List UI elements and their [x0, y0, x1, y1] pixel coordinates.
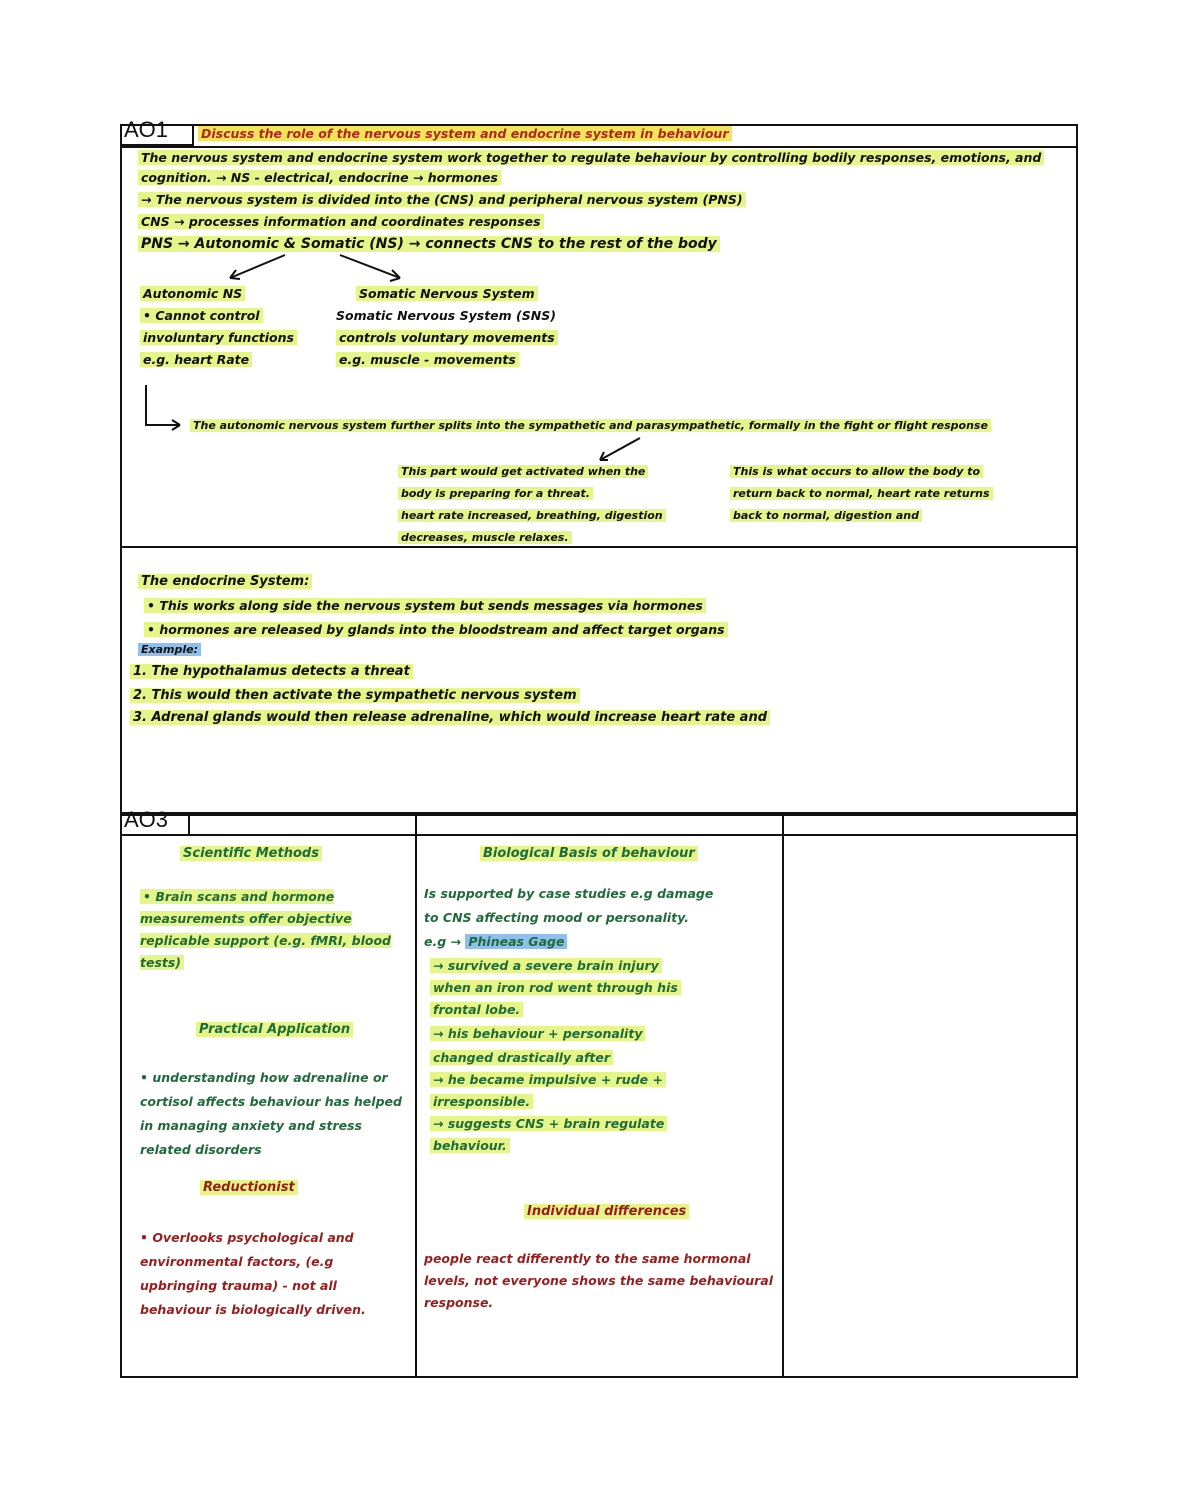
practical-title [196, 1022, 353, 1038]
endocrine-title-text: The endocrine System: [138, 574, 312, 589]
sym-l2 [398, 486, 593, 502]
biological-l4 [430, 958, 662, 974]
endocrine-b2 [144, 622, 728, 638]
biological-l3 [424, 934, 567, 950]
sym-l3-text: heart rate increased, breathing, digestion [398, 509, 666, 522]
para-l3 [730, 508, 922, 524]
reductionist-title-text: Reductionist [200, 1180, 298, 1195]
scientific-title-text: Scientific Methods [180, 846, 322, 861]
biological-l8-text: changed drastically after [430, 1050, 613, 1065]
ao1-split-text: → The nervous system is divided into the (CNS) and peripheral nervous system (PNS) [138, 192, 746, 207]
somatic-l1 [336, 308, 556, 324]
autonomic-l2-text: involuntary functions [140, 330, 297, 345]
somatic-l2 [336, 330, 558, 346]
ao1-cns-text: CNS → processes information and coordinates responses [138, 214, 544, 229]
biological-l1-text: Is supported by case studies e.g damage [424, 886, 714, 901]
biological-title [480, 846, 698, 862]
endocrine-e2 [130, 688, 580, 704]
biological-l6-text: frontal lobe. [430, 1002, 523, 1017]
individual-title [524, 1204, 689, 1220]
endocrine-b2-text: • hormones are released by glands into the bloodstream and affect target organs [144, 622, 728, 637]
reductionist-title [200, 1180, 298, 1196]
scientific-title [180, 846, 322, 862]
biological-l5-text: when an iron rod went through his [430, 980, 681, 995]
reductionist-body [140, 1226, 402, 1322]
biological-l11 [430, 1116, 667, 1132]
somatic-title-text: Somatic Nervous System [356, 286, 538, 301]
autonomic-l1-text: • Cannot control [140, 308, 263, 323]
endocrine-example-text: Example: [138, 643, 201, 656]
biological-l8 [430, 1050, 613, 1066]
para-l1-text: This is what occurs to allow the body to [730, 465, 983, 478]
ao1-intro1-text: The nervous system and endocrine system work together to regulate behaviour by controlling bodily responses, emotions, and [138, 150, 1044, 165]
biological-l9-text: → he became impulsive + rude + [430, 1072, 666, 1087]
somatic-l2-text: controls voluntary movements [336, 330, 558, 345]
biological-l6 [430, 1002, 523, 1018]
autonomic-title-text: Autonomic NS [140, 286, 245, 301]
biological-l12 [430, 1138, 510, 1154]
para-l1 [730, 464, 983, 480]
autonomic-l1 [140, 308, 263, 324]
sym-l1-text: This part would get activated when the [398, 465, 648, 478]
endocrine-title [138, 574, 312, 590]
biological-l1 [424, 886, 713, 902]
ao1-label: AO1 [124, 117, 169, 142]
autonomic-l3-text: e.g. heart Rate [140, 352, 252, 367]
biological-l9 [430, 1072, 666, 1088]
biological-l11-text: → suggests CNS + brain regulate [430, 1116, 667, 1131]
ao3-label: AO3 [124, 807, 169, 832]
practical-body-text: • understanding how adrenaline or cortisol affects behaviour has helped in managing anxiety and stress related disorders [140, 1070, 402, 1157]
para-l2-text: return back to normal, heart rate returns [730, 487, 993, 500]
somatic-l3-text: e.g. muscle - movements [336, 352, 519, 367]
scientific-body-text: • Brain scans and hormone measurements offer objective replicable support (e.g. fMRI, blood tests) [140, 889, 391, 970]
individual-body-text: people react differently to the same hormonal levels, not everyone shows the same behavioural response. [424, 1251, 774, 1310]
arrow-down-left [146, 385, 180, 425]
practical-body [140, 1066, 402, 1162]
somatic-title [356, 286, 538, 302]
endocrine-e2-text: 2. This would then activate the sympathetic nervous system [130, 688, 580, 703]
endocrine-b1 [144, 598, 706, 614]
sym-l4 [398, 530, 572, 546]
sym-l4-text: decreases, muscle relaxes. [398, 531, 572, 544]
biological-l4-text: → survived a severe brain injury [430, 958, 662, 973]
ao1-pns-text: PNS → Autonomic & Somatic (NS) → connects CNS to the rest of the body [138, 236, 720, 252]
biological-l7 [430, 1026, 645, 1042]
biological-l10 [430, 1094, 533, 1110]
para-l2 [730, 486, 993, 502]
autonomic-l2 [140, 330, 297, 346]
biological-l12-text: behaviour. [430, 1138, 510, 1153]
sym-l1 [398, 464, 648, 480]
individual-title-text: Individual differences [524, 1204, 689, 1219]
ao3-header-line [120, 807, 1078, 836]
ao1-split2-text: The autonomic nervous system further splits into the sympathetic and parasympathetic, formally in the fight or flight response [190, 419, 991, 432]
sym-l2-text: body is preparing for a threat. [398, 487, 593, 500]
individual-body [424, 1248, 774, 1314]
arrow-to-sympathetic [600, 438, 640, 460]
biological-l10-text: irresponsible. [430, 1094, 533, 1109]
endocrine-b1-text: • This works along side the nervous system but sends messages via hormones [144, 598, 706, 613]
biological-title-text: Biological Basis of behaviour [480, 846, 698, 861]
endocrine-e3-text: 3. Adrenal glands would then release adrenaline, which would increase heart rate and [130, 710, 770, 725]
sym-l3 [398, 508, 666, 524]
endocrine-e3 [130, 710, 770, 726]
ao3-divider-1 [415, 814, 417, 1378]
endocrine-e1-text: 1. The hypothalamus detects a threat [130, 664, 413, 679]
autonomic-title [140, 286, 245, 302]
ao1-intro2-text: cognition. → NS - electrical, endocrine → hormones [138, 170, 501, 185]
biological-l7-text: → his behaviour + personality [430, 1026, 645, 1041]
biological-l2 [424, 910, 689, 926]
arrow-to-autonomic [230, 255, 285, 278]
somatic-l3 [336, 352, 519, 368]
autonomic-l3 [140, 352, 252, 368]
para-l3-text: back to normal, digestion and [730, 509, 922, 522]
ao3-divider-2 [782, 814, 784, 1378]
ao1-question-text: Discuss the role of the nervous system and endocrine system in behaviour [198, 126, 732, 141]
reductionist-body-text: • Overlooks psychological and environmental factors, (e.g upbringing trauma) - not all behaviour is biologically driven. [140, 1230, 366, 1317]
biological-l3a-text: e.g → [424, 934, 461, 949]
arrow-to-somatic [340, 255, 400, 278]
practical-title-text: Practical Application [196, 1022, 353, 1037]
endocrine-e1 [130, 664, 413, 680]
endocrine-example [138, 642, 201, 658]
biological-l2-text: to CNS affecting mood or personality. [424, 910, 689, 925]
biological-phineas: Phineas Gage [465, 934, 567, 949]
somatic-l1-text: Somatic Nervous System (SNS) [336, 308, 556, 323]
biological-l5 [430, 980, 681, 996]
ao1-split2 [190, 418, 991, 434]
scientific-body [140, 886, 402, 974]
